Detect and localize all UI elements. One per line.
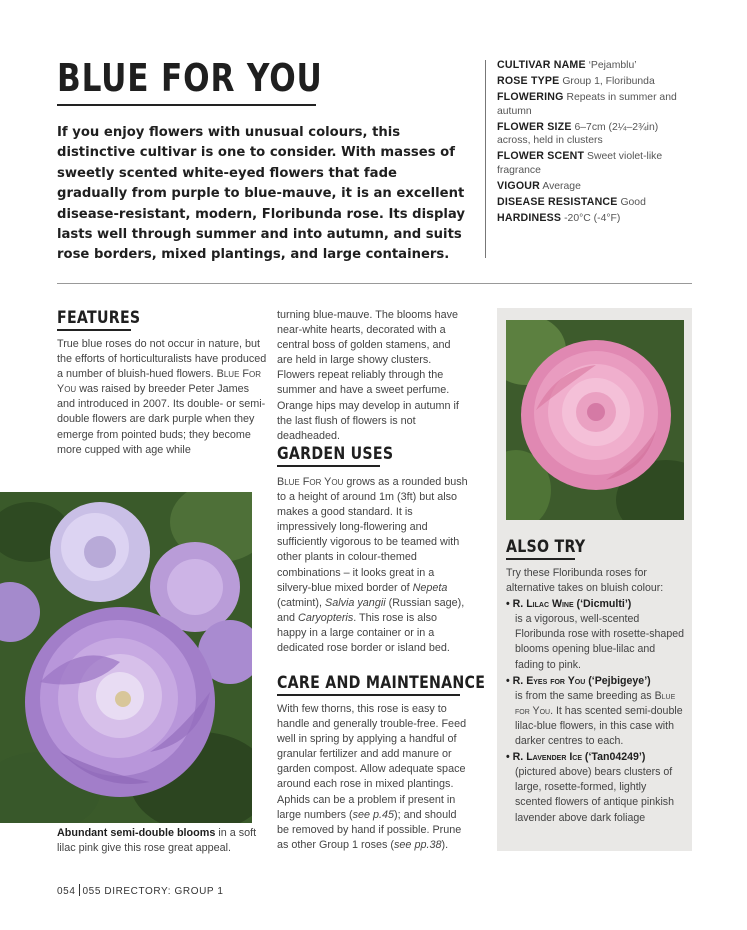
spec-row: CULTIVAR NAME ‘Pejamblu’: [497, 59, 637, 71]
also-try-underline: [506, 558, 575, 560]
page-title: BLUE FOR YOU: [57, 56, 323, 100]
footer-section: DIRECTORY: GROUP 1: [104, 886, 224, 897]
care-underline: [277, 694, 460, 696]
rose-photo-blue-for-you: [0, 492, 252, 823]
also-try-intro: Try these Floribunda roses for alternative takes on bluish colour:: [506, 567, 664, 595]
garden-uses-text: Blue For You grows as a rounded bush to a height of around 1m (3ft) but also makes a good standard. It is impressively long-flowering and sufficiently vigorous to be teamed with other plants in colour-themed combinations – it looks great in a silvery-blue mixed border of Nepeta (catmint), Salvia yangii (Russian sage), and Caryopteris. This rose is also happy in a large container or in a dedicated rose border or island bed.: [277, 476, 468, 655]
footer-separator: [79, 884, 80, 896]
spec-row: HARDINESS -20°C (-4°F): [497, 211, 621, 224]
page-number-left: 054: [57, 886, 76, 897]
spec-panel: [497, 59, 692, 228]
also-try-list: [506, 566, 686, 826]
features-underline: [57, 329, 131, 331]
photo-caption: Abundant semi-double blooms in a soft lilac pink give this rose great appeal.: [57, 827, 257, 854]
intro-paragraph: If you enjoy flowers with unusual colours, this distinctive cultivar is one to consider. With masses of sweetly scented white-eyed flowers that fade gradually from purple to blue-mauve, it is an excellent disease-resistant, modern, Floribunda rose. Its display lasts well through summer and into autumn, and suits rose borders, mixed plantings, and large containers.: [57, 125, 465, 263]
spec-row: FLOWER SIZE 6–7cm (2¼–2¾in) across, held in clusters: [497, 120, 659, 147]
garden-uses-underline: [277, 465, 380, 467]
care-heading: CARE AND MAINTENANCE: [277, 673, 486, 692]
spec-row: FLOWERING Repeats in summer and autumn: [497, 90, 677, 117]
rose-photo-lavender-ice: [506, 320, 684, 520]
page-footer: [57, 884, 224, 897]
garden-uses-heading: GARDEN USES: [277, 444, 394, 463]
list-item: • R. Lavender Ice (‘Tan04249’) (pictured above) bears clusters of large, rosette-formed, lightly scented flowers of antique pinkish lavender above dark foliage: [506, 751, 674, 824]
spec-row: ROSE TYPE Group 1, Floribunda: [497, 74, 655, 87]
features-text-continued: turning blue-mauve. The blooms have near-white hearts, decorated with a central boss of golden stamens, and are held in large showy clusters. Flowers repeat reliably through the summer and have a sweet perfume. Orange hips may develop in autumn if the last flush of flowers is not deadheaded.: [277, 309, 459, 442]
title-underline: [57, 104, 316, 106]
rose-photo-art: [0, 492, 252, 823]
also-try-heading: ALSO TRY: [506, 537, 586, 556]
spec-row: DISEASE RESISTANCE Good: [497, 195, 646, 208]
care-text: With few thorns, this rose is easy to handle and generally trouble-free. Feed well in spring by applying a handful of granular fertilizer and add manure or garden compost. Allow adequate space around each rose in mixed plantings. Aphids can be a problem if present in large numbers (see p.45); and should be removed by hand if possible. Prune as other Group 1 roses (see pp.38).: [277, 703, 467, 851]
features-text: True blue roses do not occur in nature, but the efforts of horticulturalists have produced a number of bluish-hued flowers. Blue For You was raised by breeder Peter James and introduced in 2007. Its double- or semi-double flowers are dark purple when they emerge from pointed buds; they become more cupped with age while: [57, 338, 267, 456]
rose-photo-art: [506, 320, 684, 520]
section-divider: [57, 283, 692, 284]
spec-divider: [485, 60, 486, 258]
list-item: • R. Eyes for You (‘Pejbigeye’) is from the same breeding as Blue for You. It has scented semi-double lilac-blue flowers, in this case with darker centres to each.: [506, 674, 683, 748]
page-number-right: 055: [82, 886, 101, 897]
list-item: • R. Lilac Wine (‘Dicmulti’) is a vigorous, well-scented Floribunda rose with rosette-shaped blooms opening blue-lilac and fading to pink.: [506, 598, 685, 671]
features-heading: FEATURES: [57, 308, 141, 327]
spec-row: VIGOUR Average: [497, 179, 581, 192]
spec-row: FLOWER SCENT Sweet violet-like fragrance: [497, 150, 663, 176]
